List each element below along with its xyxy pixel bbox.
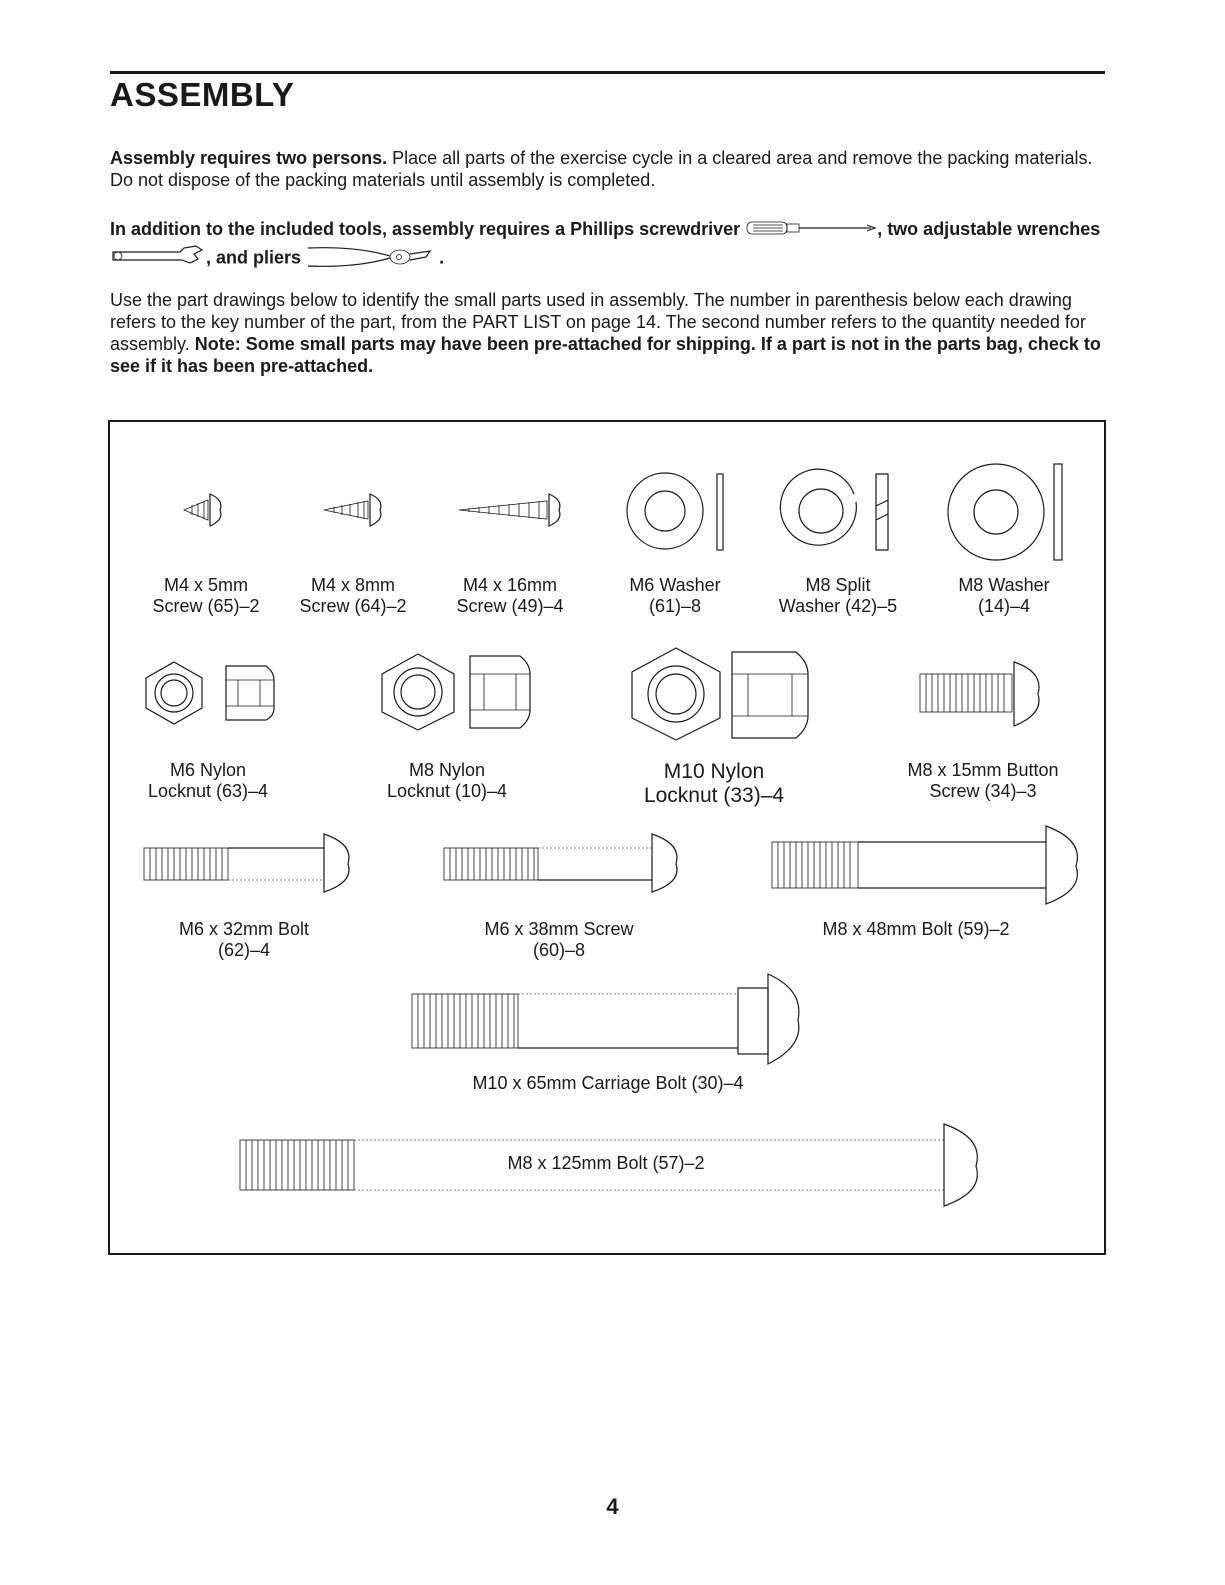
identify-note: Note: Some small parts may have been pre-attached for shipping. If a part is not in the parts bag, check to see if it has been pre-attached. — [110, 334, 1101, 376]
m8-nylon-locknut-drawing — [378, 650, 538, 734]
tools-text-1: In addition to the included tools, assembly requires a Phillips screwdriver — [110, 219, 741, 239]
part-label: M8 x 48mm Bolt (59)–2 — [822, 919, 1010, 939]
part-label: M4 x 5mm Screw (65)–2 — [152, 575, 260, 616]
part-label: M10 x 65mm Carriage Bolt (30)–4 — [472, 1073, 744, 1093]
part-label: M4 x 16mm Screw (49)–4 — [456, 575, 564, 616]
part-label: M4 x 8mm Screw (64)–2 — [299, 575, 407, 616]
part-label: M8 x 15mm Button Screw (34)–3 — [907, 760, 1059, 801]
part-label: M6 Washer (61)–8 — [629, 575, 721, 616]
page-number: 4 — [606, 1494, 619, 1519]
m8-washer-drawing — [940, 458, 1070, 564]
heading-rule — [110, 71, 1105, 74]
m6-washer-drawing — [620, 466, 730, 556]
screwdriver-icon — [745, 219, 877, 242]
m6-nylon-locknut-drawing — [142, 658, 282, 728]
part-label: M6 x 32mm Bolt (62)–4 — [178, 919, 310, 960]
part-label: M6 x 38mm Screw (60)–8 — [484, 919, 634, 960]
m4x16mm-screw-drawing — [455, 490, 570, 530]
m10x65mm-carriage-bolt-drawing — [408, 968, 808, 1068]
identify-paragraph — [110, 289, 1105, 377]
tools-text-2: , two adjustable wrenches — [877, 219, 1101, 239]
tools-text-3: , and pliers — [206, 247, 302, 267]
intro-paragraph — [110, 147, 1105, 191]
m4x5mm-screw-drawing — [180, 490, 230, 530]
m6x38mm-screw-drawing — [440, 832, 688, 896]
m10-nylon-locknut-drawing — [628, 644, 814, 744]
part-label: M8 x 125mm Bolt (57)–2 — [507, 1153, 705, 1173]
m4x8mm-screw-drawing — [320, 490, 390, 530]
m8x48mm-bolt-drawing — [768, 824, 1088, 908]
pliers-icon — [306, 242, 434, 275]
part-label: M10 Nylon Locknut (33)–4 — [643, 760, 785, 807]
intro-bold: Assembly requires two persons. — [110, 148, 388, 168]
part-label: M8 Nylon Locknut (10)–4 — [386, 760, 508, 801]
intro-text: Place all parts of the exercise cycle in a cleared area and remove the packing materials. Do not dispose of the packing materials until assembly is completed. — [110, 148, 1093, 190]
parts-panel — [108, 420, 1106, 1255]
m8x15mm-button-screw-drawing — [916, 658, 1046, 730]
part-label: M8 Washer (14)–4 — [958, 575, 1050, 616]
part-label: M6 Nylon Locknut (63)–4 — [147, 760, 269, 801]
adjustable-wrench-icon — [110, 245, 206, 272]
identify-text: Use the part drawings below to identify the small parts used in assembly. The number in parenthesis below each drawing refers to the key number of the part, from the PART LIST on page 14. The second number refers to the quantity needed for assembly. — [110, 290, 1086, 354]
tools-paragraph — [110, 218, 1105, 275]
m8-split-washer-drawing — [776, 466, 906, 556]
tools-text-4: . — [439, 247, 445, 267]
page-title: ASSEMBLY — [110, 76, 295, 113]
m6x32mm-bolt-drawing — [140, 832, 360, 896]
part-label: M8 Split Washer (42)–5 — [778, 575, 898, 616]
